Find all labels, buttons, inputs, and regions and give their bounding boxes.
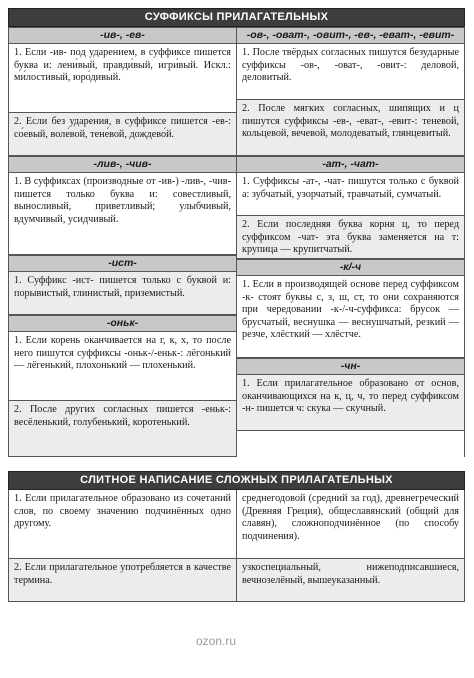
rule-at-1: 1. Суффиксы -ат-, -чат- пишутся только с буквой а: зубчатый, узорчатый, травчатый, сумчатый. bbox=[237, 173, 464, 216]
header-ov: -ов-, -оват-, -овит-, -ев-, -еват-, -евит- bbox=[237, 27, 464, 44]
rule-ist-1: 1. Суффикс -ист- пишется только с буквой и: порывистый, глинистый, приземистый. bbox=[9, 272, 236, 315]
watermark: ozon.ru bbox=[196, 634, 237, 648]
rule-onk-2: 2. После других согласных пишется -еньк-: весёленький, голубенький, коротенький. bbox=[9, 401, 236, 457]
header-liv: -лив-, -чив- bbox=[9, 156, 236, 173]
section-title-suffixes: СУФФИКСЫ ПРИЛАГАТЕЛЬНЫХ bbox=[8, 8, 465, 27]
compound-rule-1: 1. Если прилагательное образовано из сочетаний слов, по своему значению подчинённых одно другому. bbox=[9, 490, 236, 558]
compound-examples-2: узкоспециальный, нижеподписавшиеся, вечнозелёный, вышеуказанный. bbox=[236, 559, 464, 601]
rule-ov-2: 2. После мягких согласных, шипящих и ц пишутся суффиксы -ев-, -еват-, -евит-: теневой, кольцевой, вечевой, молодеватый, глянцевитый. bbox=[237, 100, 464, 156]
reference-sheet bbox=[8, 8, 465, 602]
right-column bbox=[236, 27, 464, 457]
rule-iv-2: 2. Если без ударения, в суффиксе пишется -ев-: со́евый, воле́вой, тене́вой, дождево́й. bbox=[9, 113, 236, 156]
rule-ov-1: 1. После твёрдых согласных пишутся безударные суффиксы -ов-, -оват-, -овит-: деловой, деловитый. bbox=[237, 44, 464, 100]
compound-row-2 bbox=[8, 559, 465, 602]
header-ist: -ист- bbox=[9, 255, 236, 272]
suffix-table bbox=[8, 27, 465, 457]
header-at: -ат-, -чат- bbox=[237, 156, 464, 173]
rule-liv-1: 1. В суффиксах (производные от -ив-) -лив-, -чив- пишется только буква и: совестливый, выносливый, приветливый; улыбчивый, вдумчивый, усидчивый. bbox=[9, 173, 236, 255]
left-column bbox=[9, 27, 236, 457]
header-onk: -оньк- bbox=[9, 315, 236, 332]
section-spacer bbox=[8, 457, 465, 471]
rule-k-1: 1. Если в производящей основе перед суффиксом -к- стоят буквы с, з, ш, ст, то они сохраняются при чередовании -к-/-ч-суффикса: брусок — брусчатый, веснушка — веснушчатый, резкий — резче, хлёсткий — хлёстче. bbox=[237, 276, 464, 358]
rule-at-2: 2. Если последняя буква корня ц, то перед суффиксом -чат- эта буква заменяется на т: крупица — крупитчатый. bbox=[237, 216, 464, 259]
rule-chn-1: 1. Если прилагательное образовано от основ, оканчивающихся на к, ц, ч, то перед суффиксом -н- пишется ч: скука — скучный. bbox=[237, 375, 464, 431]
section-title-compound: СЛИТНОЕ НАПИСАНИЕ СЛОЖНЫХ ПРИЛАГАТЕЛЬНЫХ bbox=[8, 471, 465, 490]
compound-rule-2: 2. Если прилагательное употребляется в качестве термина. bbox=[9, 559, 236, 601]
compound-examples-1: среднегодовой (средний за год), древнегреческий (Древняя Греция), общеславянский (общий для славян), сложноподчинённое (по способу подчинения). bbox=[236, 490, 464, 558]
header-chn: -чн- bbox=[237, 358, 464, 375]
header-k: -к/-ч bbox=[237, 259, 464, 276]
compound-row-1 bbox=[8, 490, 465, 559]
rule-iv-1: 1. Если -ив- под ударением, в суффиксе пишется буква и: лени́вый, правди́вый, игри́вый. Искл.: ми́лостивый, юро́дивый. bbox=[9, 44, 236, 113]
header-iv: -ив-, -ев- bbox=[9, 27, 236, 44]
rule-onk-1: 1. Если корень оканчивается на г, к, х, то после него пишутся суффиксы -оньк-/-еньк-: лёгонький — лёгенький, плохонький — плохенький. bbox=[9, 332, 236, 401]
